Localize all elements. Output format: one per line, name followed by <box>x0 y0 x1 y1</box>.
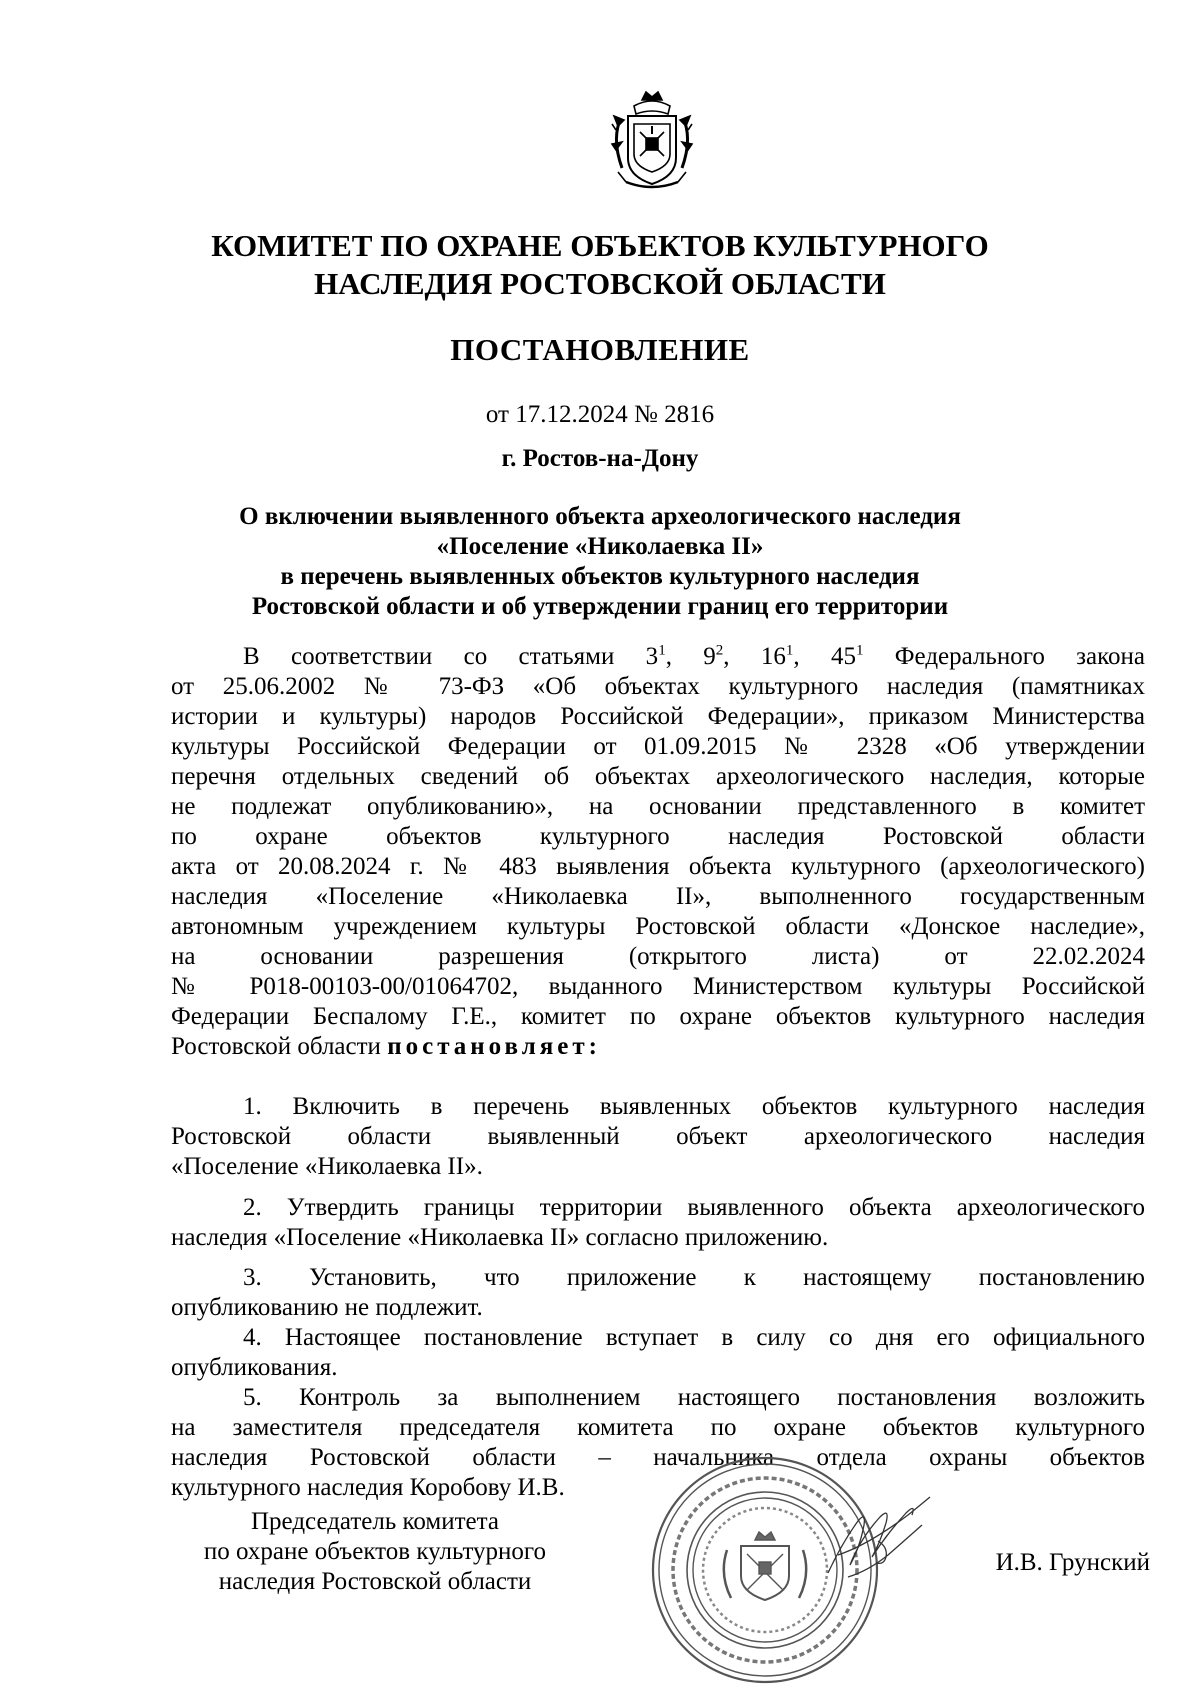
preamble-line-13: Федерации Беспалому Г.Е., комитет по охране объектов культурного наследия <box>171 1003 1145 1030</box>
document-type-title: ПОСТАНОВЛЕНИЕ <box>450 332 750 367</box>
item-1-line-2: Ростовской области выявленный объект археологического наследия <box>171 1123 1145 1150</box>
preamble-line-12: № Р018-00103-00/01064702, выданного Министерством культуры Российской <box>171 973 1145 1000</box>
organization-name-line1: КОМИТЕТ ПО ОХРАНЕ ОБЪЕКТОВ КУЛЬТУРНОГО <box>211 228 989 263</box>
subject-line-3: в перечень выявленных объектов культурного наследия <box>280 563 920 590</box>
preamble-line-9: наследия «Поселение «Николаевка II», выполненного государственным <box>171 883 1145 910</box>
item-3-line-2: опубликованию не подлежит. <box>171 1294 483 1321</box>
coat-of-arms-emblem <box>604 86 700 198</box>
preamble-line-5: перечня отдельных сведений об объектах археологического наследия, которые <box>171 763 1145 790</box>
item-5-line-4: культурного наследия Коробову И.В. <box>171 1474 565 1501</box>
item-4-line-2: опубликования. <box>171 1354 338 1381</box>
signatory-title-line-3: наследия Ростовской области <box>218 1568 532 1595</box>
item-5-line-2: на заместителя председателя комитета по охране объектов культурного <box>171 1414 1145 1441</box>
subject-line-2: «Поселение «Николаевка II» <box>436 533 764 560</box>
preamble-line-10: автономным учреждением культуры Ростовской области «Донское наследие», <box>171 913 1145 940</box>
item-3-line-1: 3. Установить, что приложение к настоящему постановлению <box>243 1264 1145 1291</box>
preamble-line-3: истории и культуры) народов Российской Федерации», приказом Министерства <box>171 703 1145 730</box>
item-4-line-1: 4. Настоящее постановление вступает в силу со дня его официального <box>243 1324 1145 1351</box>
preamble-line-4: культуры Российской Федерации от 01.09.2015 № 2328 «Об утверждении <box>171 733 1145 760</box>
signatory-title <box>170 1507 580 1597</box>
organization-name-line2: НАСЛЕДИЯ РОСТОВСКОЙ ОБЛАСТИ <box>314 266 886 301</box>
handwritten-signature <box>818 1485 938 1595</box>
preamble-line-2: от 25.06.2002 № 73-ФЗ «Об объектах культурного наследия (памятниках <box>171 673 1145 700</box>
document-date-number: от 17.12.2024 № 2816 <box>485 401 715 428</box>
subject-line-4: Ростовской области и об утверждении границ его территории <box>251 593 949 620</box>
resolves-keyword: постановляет: <box>387 1033 601 1060</box>
preamble-line-7: по охране объектов культурного наследия Ростовской области <box>171 823 1145 850</box>
signatory-title-line-2: по охране объектов культурного <box>203 1538 547 1565</box>
preamble-line-11: на основании разрешения (открытого листа) от 22.02.2024 <box>171 943 1145 970</box>
signatory-title-line-1: Председатель комитета <box>251 1508 499 1535</box>
item-5-line-3: наследия Ростовской области – начальника отдела охраны объектов <box>171 1444 1145 1471</box>
preamble-line-1: В соответствии со статьями $3^1$, $9^2$, $16^1$, $45^1$ Федерального закона <box>243 642 1146 670</box>
signatory-name: И.В. Грунский <box>995 1549 1150 1576</box>
subject-line-1: О включении выявленного объекта археологического наследия <box>239 503 961 530</box>
document-city: г. Ростов-на-Дону <box>501 445 699 472</box>
preamble-line-14: Ростовской области постановляет: <box>171 1033 601 1060</box>
item-5-line-1: 5. Контроль за выполнением настоящего постановления возложить <box>243 1384 1145 1411</box>
item-1-line-1: 1. Включить в перечень выявленных объектов культурного наследия <box>243 1093 1145 1120</box>
item-2-line-2: наследия «Поселение «Николаевка II» согласно приложению. <box>171 1224 829 1251</box>
preamble-line-8: акта от 20.08.2024 г. № 483 выявления объекта культурного (археологического) <box>171 853 1145 880</box>
preamble-line-6: не подлежат опубликованию», на основании представленного в комитет <box>171 793 1145 820</box>
item-1-line-3: «Поселение «Николаевка II». <box>171 1153 483 1180</box>
item-2-line-1: 2. Утвердить границы территории выявленного объекта археологического <box>243 1194 1145 1221</box>
